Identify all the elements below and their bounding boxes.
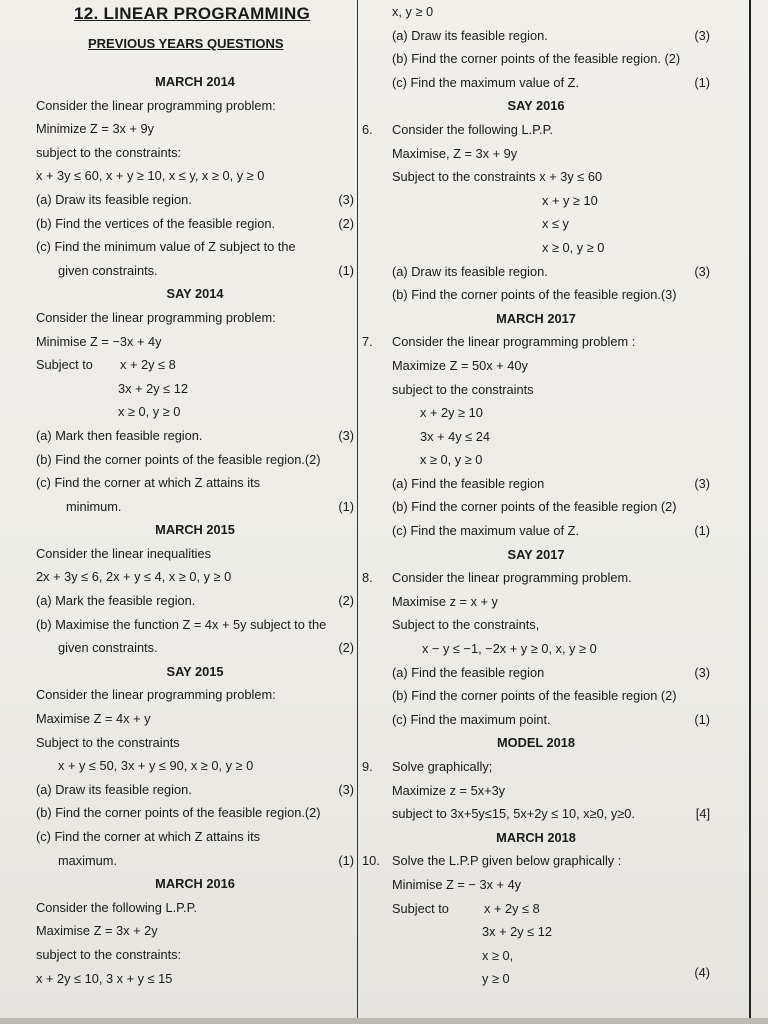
page-edge-border [749,0,751,1024]
constraint: x + y ≥ 10 [542,192,598,208]
section-heading: SAY 2014 [166,286,224,302]
constraint: x + 2y ≥ 10 [420,405,483,421]
sub-question: (c) Find the corner at which Z attains its [36,475,261,491]
sub-question [362,260,710,284]
sub-question-text: (a) Draw its feasible region. [392,27,548,43]
left-column [36,0,354,990]
question-text [362,755,710,779]
march-2015-section [36,518,354,660]
marks: (4) [694,965,710,981]
right-column [362,0,710,991]
sub-question-text: (a) Find the feasible region [392,475,545,491]
march-2014-section [36,70,354,282]
constraint: x ≥ 0, y ≥ 0 [542,239,605,255]
question-text: subject to the constraints: [36,946,182,962]
say-2016-section [362,94,710,306]
constraint: x + 2y ≤ 8 [484,900,540,916]
sub-question: (b) Maximise the function Z = 4x + 5y subject to the [36,616,327,632]
sub-question-continued [36,849,354,873]
constraints: 2x + 3y ≤ 6, 2x + y ≤ 4, x ≥ 0, y ≥ 0 [36,569,232,585]
sub-question: (b) Find the corner points of the feasible region. (2) [392,51,681,67]
objective-function: Maximise z = x + y [392,593,498,609]
constraint: x ≥ 0, y ≥ 0 [118,404,181,420]
constraint-line [362,897,710,921]
question-number: 8. [362,570,373,586]
column-divider [357,0,358,1024]
section-heading: MARCH 2015 [155,522,235,538]
question-text: subject to the constraints: [36,144,182,160]
marks: (3) [338,191,354,207]
question-number: 7. [362,334,373,350]
sub-question-text: minimum. [66,498,122,514]
question-text-content: Solve the L.P.P given below graphically : [392,853,622,869]
question-text: Consider the linear programming problem: [36,687,276,703]
sub-question-text: given constraints. [58,640,158,656]
subject-to-label: Subject to [36,357,93,373]
question-text: Consider the following L.P.P. [36,899,198,915]
question-text: Subject to the constraints, [392,617,540,633]
marks: (1) [338,262,354,278]
model-2018-section [362,731,710,825]
objective-function: Maximise Z = 4x + y [36,711,151,727]
sub-question [362,708,710,732]
objective-function: Maximise, Z = 3x + 9y [392,145,518,161]
marks: (1) [338,852,354,868]
section-heading: MARCH 2016 [155,876,235,892]
marks: (2) [338,593,354,609]
sub-question: (b) Find the corner points of the feasible region.(2) [36,805,321,821]
question-text: subject to the constraints [392,381,534,397]
constraint: x, y ≥ 0 [392,4,434,19]
sub-question [36,188,354,212]
section-heading: MARCH 2018 [496,829,576,845]
question-text [362,849,710,873]
constraints-text: subject to 3x+5y≤15, 5x+2y ≤ 10, x≥0, y≥0. [392,806,635,822]
sub-question [362,24,710,48]
sub-question: (b) Find the corner points of the feasible region.(3) [392,287,677,303]
sub-question-text: (c) Find the maximum point. [392,711,551,727]
question-text-content: Consider the linear programming problem : [392,334,636,350]
marks: (2) [338,640,354,656]
question-text [362,566,710,590]
constraint: 3x + 4y ≤ 24 [420,428,490,444]
constraint: x ≥ 0, [482,947,514,963]
constraints: x + y ≤ 50, 3x + y ≤ 90, x ≥ 0, y ≥ 0 [58,758,254,774]
marks: (3) [338,781,354,797]
sub-question-text: (c) Find the maximum value of Z. [392,523,580,539]
sub-question: (b) Find the corner points of the feasible region (2) [392,688,677,704]
march-2016-section [36,872,354,990]
subtitle-line [36,26,354,54]
march-2017-section [362,307,710,543]
sub-question [36,212,354,236]
constraints: x − y ≤ −1, −2x + y ≥ 0, x, y ≥ 0 [422,641,597,657]
sub-question [362,71,710,95]
constraint [362,967,710,991]
marks: (1) [338,498,354,514]
sub-question-text: (a) Find the feasible region [392,664,545,680]
chapter-title-line [36,0,354,26]
sub-question-text: given constraints. [58,262,158,278]
constraint: Subject to the constraints x + 3y ≤ 60 [392,169,603,185]
sub-question [36,778,354,802]
marks: (3) [338,427,354,443]
sub-question-continued [36,259,354,283]
sub-question-text: (a) Draw its feasible region. [392,263,548,279]
section-heading: MARCH 2014 [155,74,235,89]
question-text-content: Consider the linear programming problem. [392,570,632,586]
marks: (3) [694,664,710,680]
section-subtitle: PREVIOUS YEARS QUESTIONS [88,36,284,51]
sub-question-text: (b) Find the vertices of the feasible region. [36,215,275,231]
constraint: 3x + 2y ≤ 12 [118,380,188,396]
marks: (3) [694,475,710,491]
sub-question [362,661,710,685]
question-text: Consider the linear programming problem: [36,309,276,325]
question-text-content: Solve graphically; [392,759,493,774]
constraint: x ≥ 0, y ≥ 0 [420,452,483,468]
sub-question-text: maximum. [58,852,118,868]
objective-function: Maximize Z = 50x + 40y [392,357,528,373]
subject-to-label: Subject to [392,900,449,916]
sub-question: (c) Find the corner at which Z attains its [36,829,261,844]
sub-question: (b) Find the corner points of the feasible region (2) [392,499,677,515]
question-text: Consider the linear programming problem: [36,97,276,113]
question-text [362,330,710,354]
sub-question [36,589,354,613]
constraint: x + 2y ≤ 8 [120,357,176,373]
sub-question: (b) Find the corner points of the feasible region.(2) [36,451,321,467]
marks: (2) [338,215,354,231]
sub-question-continued [36,636,354,660]
marks: (3) [694,263,710,279]
question-text: Consider the linear inequalities [36,545,211,561]
constraint-text: y ≥ 0 [482,971,510,987]
sub-question [362,472,710,496]
constraint-line [36,353,354,377]
marks: (1) [694,711,710,727]
marks: (3) [694,27,710,43]
marks: [4] [695,806,710,822]
objective-function: Minimise Z = −3x + 4y [36,333,162,349]
objective-function: Maximise Z = 3x + 2y [36,923,158,939]
question-text-content: Consider the following L.P.P. [392,121,554,137]
marks: (1) [694,523,710,539]
chapter-title: 12. LINEAR PROGRAMMING [74,4,311,23]
page-bottom-edge [0,1018,768,1024]
marks: (1) [694,74,710,90]
sub-question-continued [36,495,354,519]
sub-question [36,424,354,448]
sub-question [362,519,710,543]
section-heading: MARCH 2017 [496,310,576,326]
sub-question-text: (a) Mark then feasible region. [36,427,203,443]
say-2014-section [36,282,354,518]
objective-function: Minimise Z = − 3x + 4y [392,876,522,892]
question-number: 6. [362,121,373,137]
sub-question-text: (a) Mark the feasible region. [36,593,196,609]
objective-function: Maximize z = 5x+3y [392,782,506,798]
question-text: Subject to the constraints [36,734,180,750]
constraint: x ≤ y [542,216,569,232]
section-heading: SAY 2017 [507,546,565,562]
march-2018-section [362,826,710,991]
sub-question-text: (a) Draw its feasible region. [36,191,192,207]
constraints [362,802,710,826]
objective-function: Minimize Z = 3x + 9y [36,121,155,137]
constraint: 3x + 2y ≤ 12 [482,924,552,940]
question-number: 9. [362,759,373,774]
section-heading: MODEL 2018 [497,735,575,751]
say-2015-section [36,660,354,872]
sub-question-text: (a) Draw its feasible region. [36,781,192,797]
say-2017-section [362,543,710,732]
question-text [362,118,710,142]
constraints: x + 3y ≤ 60, x + y ≥ 10, x ≤ y, x ≥ 0, y ≥ 0 [36,168,265,184]
question-number: 10. [362,853,380,869]
section-heading: SAY 2015 [166,663,224,679]
section-heading: SAY 2016 [507,98,565,114]
sub-question-text: (c) Find the maximum value of Z. [392,74,580,90]
sub-question: (c) Find the minimum value of Z subject to the [36,239,296,255]
constraints: x + 2y ≤ 10, 3 x + y ≤ 15 [36,970,173,986]
